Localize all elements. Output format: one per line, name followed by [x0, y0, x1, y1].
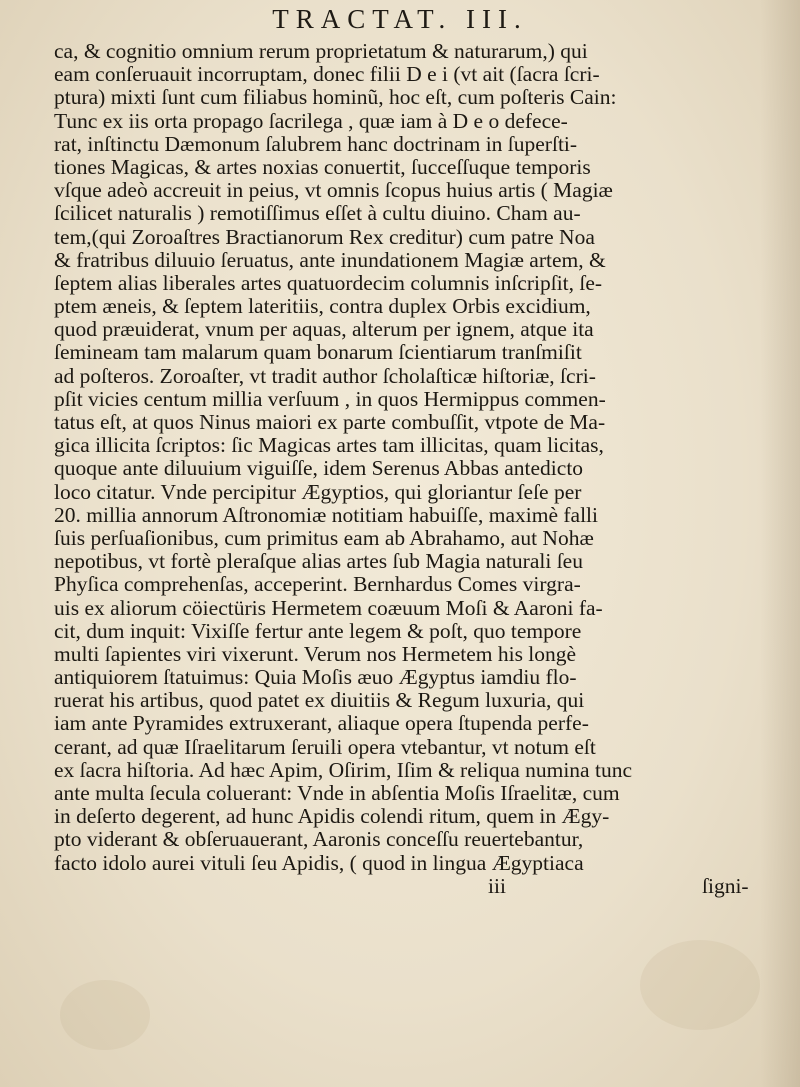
text-line: quod præuiderat, vnum per aquas, alterum per ignem, atque ita — [54, 317, 594, 342]
text-line: in deſerto degerent, ad hunc Apidis colendi ritum, quem in Ægy- — [54, 804, 610, 829]
text-line: ante multa ſecula coluerant: Vnde in abſentia Moſis Iſraelitæ, cum — [54, 781, 620, 805]
text-line: tem,(qui Zoroaſtres Bractianorum Rex creditur) cum patre Noa — [54, 224, 595, 249]
text-line: nepotibus, vt fortè pleraſque alias artes ſub Magia naturali ſeu — [54, 549, 583, 574]
text-line: loco citatur. Vnde percipitur Ægyptios, qui gloriantur ſeſe per — [54, 479, 582, 504]
signature-mark: iii — [488, 873, 506, 898]
running-title: TRACTAT. III. — [272, 4, 528, 34]
catchword: ſigni- — [702, 873, 749, 898]
text-line: rat, inſtinctu Dæmonum ſalubrem hanc doctrinam in ſuperſti- — [54, 131, 578, 156]
text-line: multi ſapientes viri vixerunt. Verum nos Hermetem his longè — [54, 641, 577, 666]
text-line: ruerat his artibus, quod patet ex diuitiis & Regum luxuria, qui — [54, 688, 585, 713]
text-line: pto viderant & obſeruauerant, Aaronis conceſſu reuertebantur, — [54, 827, 584, 852]
text-line: eam conſeruauit incorruptam, donec filii D e i (vt ait (ſacra ſcri- — [54, 62, 600, 87]
text-line: uis ex aliorum cöiectüris Hermetem coæuum Moſi & Aaroni fa- — [54, 595, 603, 620]
text-line: ex ſacra hiſtoria. Ad hæc Apim, Oſirim, Iſim & reliqua numina tunc — [54, 757, 632, 782]
text-line: tatus eſt, at quos Ninus maiori ex parte combuſſit, vtpote de Ma- — [54, 410, 606, 434]
page-edge-shadow — [760, 0, 800, 1087]
text-line: quoque ante diluuium viguiſſe, idem Serenus Abbas antedicto — [54, 456, 584, 481]
text-line: ſeptem alias liberales artes quatuordecim columnis inſcripſit, ſe- — [54, 270, 603, 295]
text-line: gica illicita ſcriptos: ſic Magicas artes tam illicitas, quam licitas, — [54, 433, 604, 458]
text-line: 20. millia annorum Aſtronomiæ notitiam habuiſſe, maximè falli — [54, 502, 598, 527]
text-line: antiquiorem ſtatuimus: Quia Moſis æuo Ægyptus iamdiu flo- — [54, 665, 577, 690]
text-line: ſcilicet naturalis ) remotiſſimus eſſet à cultu diuino. Cham au- — [54, 201, 581, 226]
text-line: ca, & cognitio omnium rerum proprietatum & naturarum,) qui — [54, 39, 588, 63]
text-line: ptem æneis, & ſeptem lateritiis, contra duplex Orbis excidium, — [54, 294, 591, 319]
catch-line — [54, 875, 784, 898]
paper-stain — [60, 980, 150, 1050]
text-line: ſemineam tam malarum quam bonarum ſcientiarum tranſmiſit — [54, 340, 582, 365]
text-line: tiones Magicas, & artes noxias conuertit, ſucceſſuque temporis — [54, 154, 591, 179]
text-line: Tunc ex iis orta propago ſacrilega , quæ iam à D e o defece- — [54, 108, 568, 133]
text-line: Phyſica comprehenſas, acceperint. Bernhardus Comes virgra- — [54, 572, 581, 597]
text-line: cit, dum inquit: Vixiſſe fertur ante legem & poſt, quo tempore — [54, 618, 582, 643]
body-text — [54, 40, 784, 898]
text-line: cerant, ad quæ Iſraelitarum ſeruili opera vtebantur, vt notum eſt — [54, 734, 596, 759]
text-line: ptura) mixti ſunt cum filiabus hominũ, hoc eſt, cum poſteris Cain: — [54, 85, 617, 110]
text-line: ad poſteros. Zoroaſter, vt tradit author ſcholaſticæ hiſtoriæ, ſcri- — [54, 363, 596, 388]
text-line: iam ante Pyramides extruxerant, aliaque opera ſtupenda perfe- — [54, 711, 589, 736]
text-line: facto idolo aurei vituli ſeu Apidis, ( quod in lingua Ægyptiaca — [54, 850, 584, 875]
text-line: pſit vicies centum millia verſuum , in quos Hermippus commen- — [54, 386, 606, 411]
text-line: & fratribus diluuio ſeruatus, ante inundationem Magiæ artem, & — [54, 247, 606, 272]
text-line: ſuis perſuaſionibus, cum primitus eam ab Abrahamo, aut Nohæ — [54, 525, 594, 550]
paper-stain — [640, 940, 760, 1030]
text-line: vſque adeò accreuit in peius, vt omnis ſcopus huius artis ( Magiæ — [54, 178, 613, 203]
